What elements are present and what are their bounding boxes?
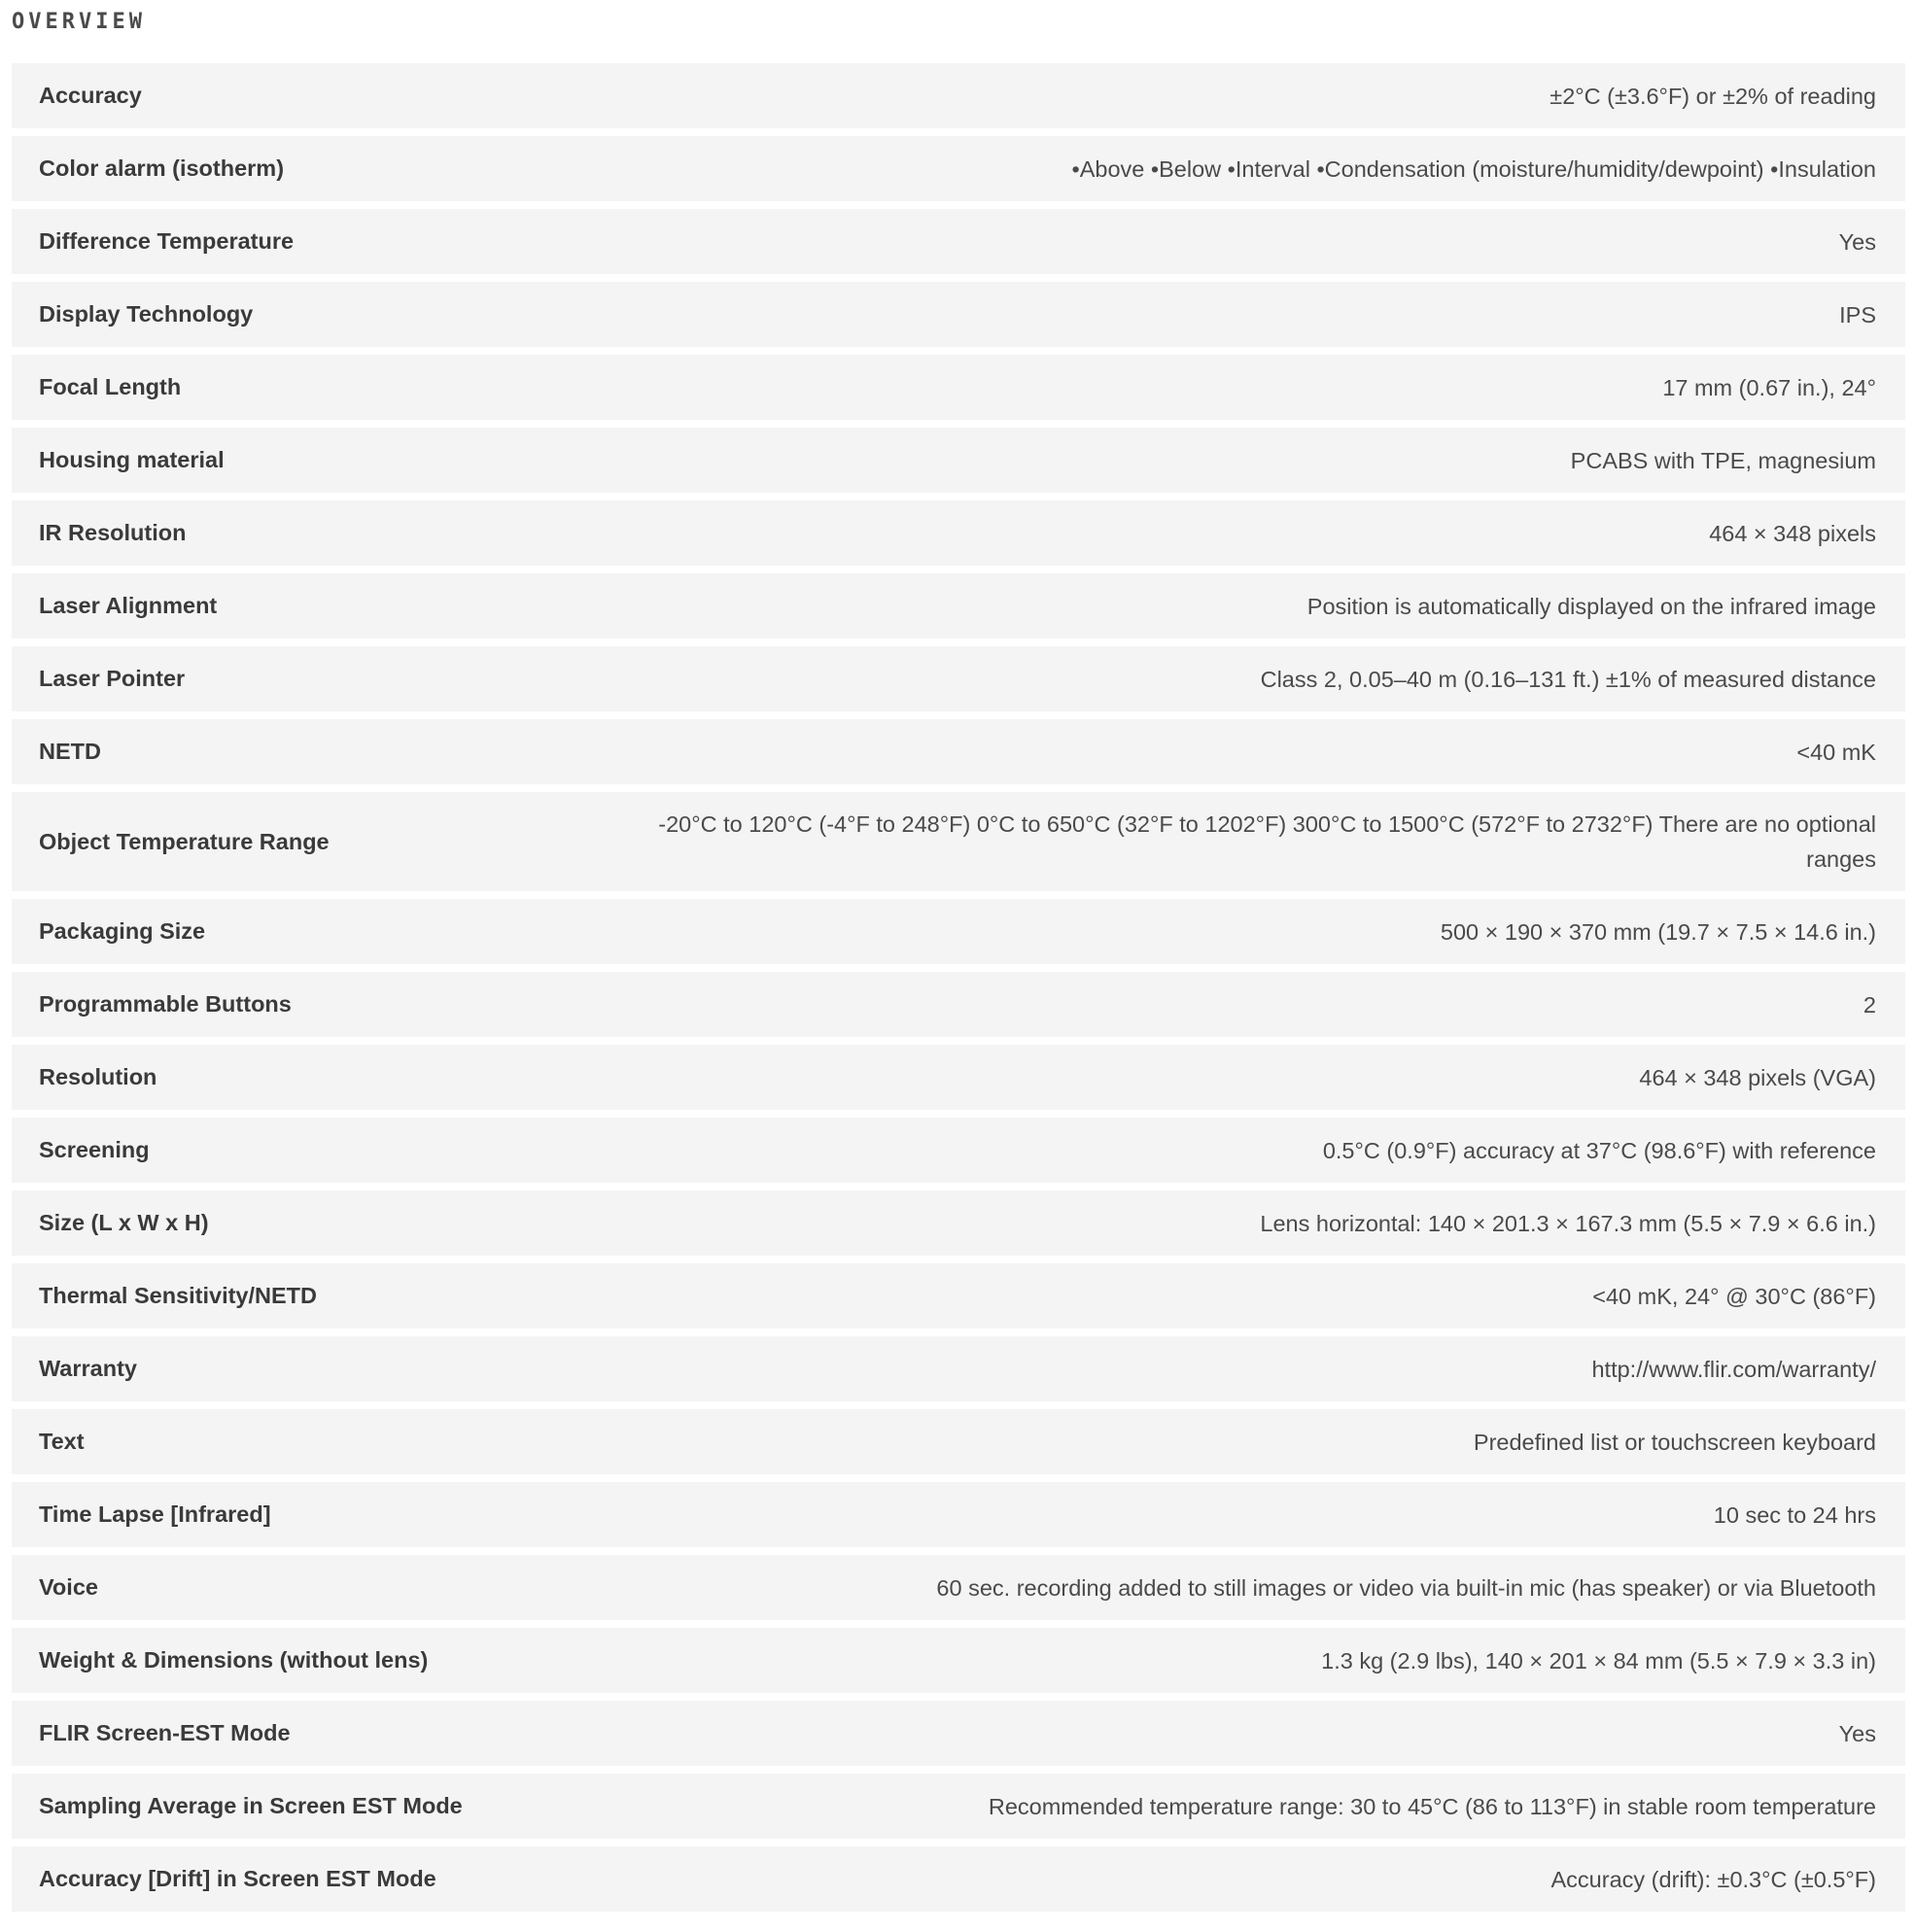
- spec-label: Size (L x W x H): [39, 1210, 209, 1235]
- spec-row: [12, 282, 1905, 347]
- spec-value: 2: [1863, 991, 1876, 1018]
- spec-row: [12, 355, 1905, 420]
- spec-label: Accuracy [Drift] in Screen EST Mode: [39, 1866, 436, 1891]
- spec-value: 10 sec to 24 hrs: [1713, 1501, 1876, 1528]
- spec-value: Predefined list or touchscreen keyboard: [1473, 1429, 1876, 1455]
- spec-label: Text: [39, 1429, 85, 1454]
- spec-label: Voice: [39, 1574, 98, 1600]
- spec-label: Housing material: [39, 447, 225, 472]
- spec-row: [12, 1045, 1905, 1110]
- spec-label: Focal Length: [39, 374, 182, 399]
- spec-row: [12, 63, 1905, 128]
- spec-value: 464 × 348 pixels (VGA): [1639, 1064, 1876, 1090]
- spec-value: <40 mK: [1796, 739, 1876, 765]
- spec-value: <40 mK, 24° @ 30°C (86°F): [1592, 1283, 1876, 1309]
- spec-row: [12, 1409, 1905, 1474]
- spec-row: [12, 500, 1905, 566]
- spec-row: [12, 1774, 1905, 1839]
- spec-value: 0.5°C (0.9°F) accuracy at 37°C (98.6°F) with reference: [1322, 1137, 1876, 1163]
- spec-table: [12, 63, 1905, 1912]
- spec-row: [12, 1628, 1905, 1693]
- spec-label: FLIR Screen-EST Mode: [39, 1720, 291, 1745]
- spec-label: Color alarm (isotherm): [39, 155, 285, 181]
- spec-value: IPS: [1839, 301, 1876, 328]
- spec-value: ±2°C (±3.6°F) or ±2% of reading: [1549, 83, 1876, 109]
- spec-label: Weight & Dimensions (without lens): [39, 1647, 429, 1673]
- spec-row: [12, 1118, 1905, 1183]
- spec-value: 17 mm (0.67 in.), 24°: [1662, 374, 1876, 400]
- spec-value: Yes: [1838, 1720, 1876, 1746]
- spec-value: 500 × 190 × 370 mm (19.7 × 7.5 × 14.6 in.): [1440, 918, 1876, 945]
- spec-label: Accuracy: [39, 83, 142, 108]
- section-title: OVERVIEW: [12, 10, 146, 34]
- spec-value: •Above •Below •Interval •Condensation (moisture/humidity/dewpoint) •Insulation: [1071, 155, 1876, 182]
- spec-label: Sampling Average in Screen EST Mode: [39, 1793, 463, 1818]
- spec-label: Warranty: [39, 1356, 137, 1381]
- spec-label: Resolution: [39, 1064, 157, 1089]
- spec-value: PCABS with TPE, magnesium: [1570, 447, 1876, 473]
- warranty-link[interactable]: http://www.flir.com/warranty/: [1591, 1356, 1876, 1382]
- spec-label: Thermal Sensitivity/NETD: [39, 1283, 317, 1308]
- spec-value: Position is automatically displayed on the infrared image: [1306, 593, 1876, 619]
- spec-row: [12, 1846, 1905, 1912]
- spec-label: Packaging Size: [39, 918, 206, 944]
- spec-row: [12, 1482, 1905, 1547]
- spec-label: IR Resolution: [39, 520, 187, 545]
- spec-row: [12, 136, 1905, 201]
- spec-row: [12, 209, 1905, 274]
- spec-row: [12, 1190, 1905, 1256]
- spec-label: Laser Alignment: [39, 593, 218, 618]
- spec-value: Recommended temperature range: 30 to 45°C (86 to 113°F) in stable room temperature: [988, 1793, 1876, 1819]
- spec-label: Difference Temperature: [39, 228, 295, 254]
- spec-value: Class 2, 0.05–40 m (0.16–131 ft.) ±1% of measured distance: [1260, 666, 1876, 692]
- spec-label: Programmable Buttons: [39, 991, 292, 1017]
- spec-label: Object Temperature Range: [39, 828, 330, 854]
- spec-row: [12, 899, 1905, 964]
- spec-row: [12, 428, 1905, 493]
- spec-label: Laser Pointer: [39, 666, 186, 691]
- spec-value: -20°C to 120°C (-4°F to 248°F) 0°C to 650°C (32°F to 1202°F) 300°C to 1500°C (572°F to 2732°F) There are no optional ranges: [658, 811, 1876, 872]
- spec-value: 1.3 kg (2.9 lbs), 140 × 201 × 84 mm (5.5 × 7.9 × 3.3 in): [1321, 1647, 1876, 1673]
- spec-row: [12, 1263, 1905, 1328]
- spec-row: [12, 1555, 1905, 1620]
- spec-row: [12, 1701, 1905, 1766]
- spec-label: NETD: [39, 739, 101, 764]
- spec-value: Yes: [1838, 228, 1876, 255]
- spec-row: [12, 1336, 1905, 1401]
- spec-row: [12, 646, 1905, 711]
- spec-value: Lens horizontal: 140 × 201.3 × 167.3 mm (5.5 × 7.9 × 6.6 in.): [1260, 1210, 1876, 1236]
- spec-label: Time Lapse [Infrared]: [39, 1501, 271, 1527]
- spec-row: [12, 573, 1905, 638]
- spec-row: [12, 719, 1905, 784]
- spec-value: Accuracy (drift): ±0.3°C (±0.5°F): [1550, 1866, 1876, 1892]
- spec-label: Display Technology: [39, 301, 254, 327]
- spec-value: 60 sec. recording added to still images or video via built-in mic (has speaker) or via Bluetooth: [936, 1574, 1876, 1601]
- spec-row: [12, 792, 1905, 891]
- spec-value: 464 × 348 pixels: [1709, 520, 1876, 546]
- spec-row: [12, 972, 1905, 1037]
- spec-label: Screening: [39, 1137, 150, 1162]
